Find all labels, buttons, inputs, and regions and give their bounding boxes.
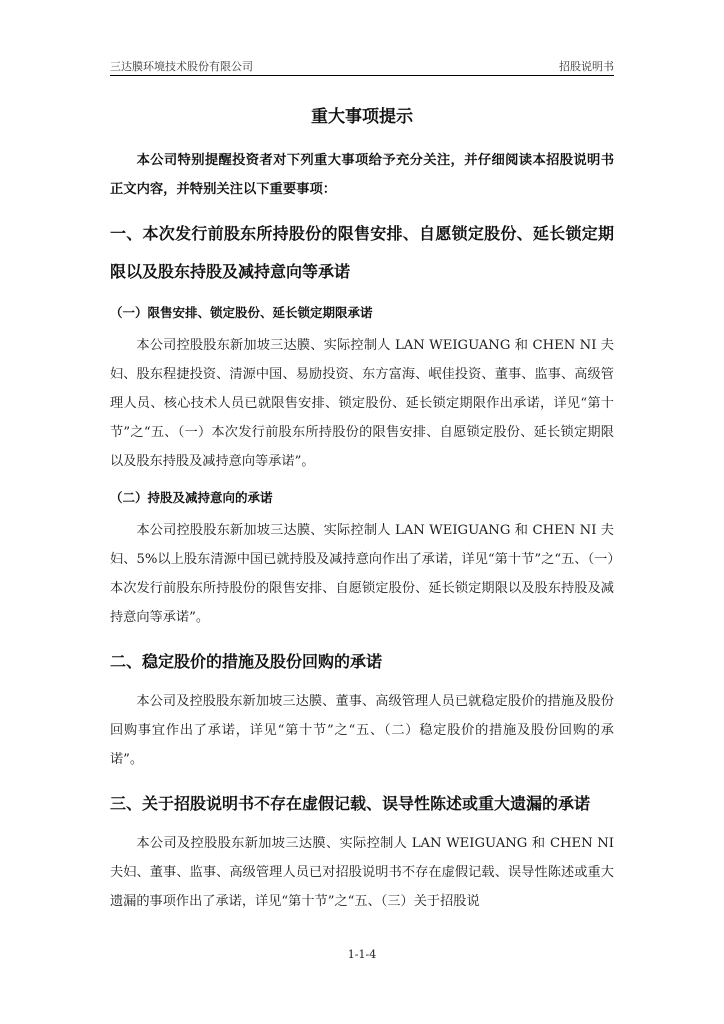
section-1-2-paragraph: 本公司控股股东新加坡三达膜、实际控制人 LAN WEIGUANG 和 CHEN NI 夫妇、5%以上股东清源中国已就持股及减持意向作出了承诺，详见“第十节”之“五、（一）本次发行前股东所持股份的限售安排、自愿锁定股份、延长锁定期限以及股东持股及减持意向等承诺”。 xyxy=(110,523,614,625)
section-3-paragraph: 本公司及控股股东新加坡三达膜、实际控制人 LAN WEIGUANG 和 CHEN NI 夫妇、董事、监事、高级管理人员已对招股说明书不存在虚假记载、误导性陈述或重大遗漏的事项作出了承诺，详见“第十节”之“五、（三）关于招股说 xyxy=(110,836,614,909)
page-header xyxy=(110,57,614,76)
page-number: 1-1-4 xyxy=(347,948,377,961)
section-2-heading: 二、稳定股价的措施及股份回购的承诺 xyxy=(110,652,383,671)
section-1-heading: 一、本次发行前股东所持股份的限售安排、自愿锁定股份、延长锁定期限以及股东持股及减持意向等承诺 xyxy=(110,224,614,281)
page-title: 重大事项提示 xyxy=(311,107,413,127)
section-1-2-heading: （二）持股及减持意向的承诺 xyxy=(110,490,273,505)
section-2-paragraph: 本公司及控股股东新加坡三达膜、董事、高级管理人员已就稳定股价的措施及股份回购事宜作出了承诺，详见“第十节”之“五、（二）稳定股价的措施及股份回购的承诺”。 xyxy=(110,694,614,767)
section-3-heading: 三、关于招股说明书不存在虚假记载、误导性陈述或重大遗漏的承诺 xyxy=(110,794,591,813)
header-company-name: 三达膜环境技术股份有限公司 xyxy=(110,60,253,73)
header-document-type: 招股说明书 xyxy=(559,60,614,73)
intro-paragraph: 本公司特别提醒投资者对下列重大事项给予充分关注，并仔细阅读本招股说明书正文内容，并特别关注以下重要事项： xyxy=(110,153,614,197)
section-1-1-heading: （一）限售安排、锁定股份、延长锁定期限承诺 xyxy=(110,305,373,320)
section-1-1-paragraph: 本公司控股股东新加坡三达膜、实际控制人 LAN WEIGUANG 和 CHEN NI 夫妇、股东程捷投资、清源中国、易励投资、东方富海、岷佳投资、董事、监事、高级管理人员、核心技术人员已就限售安排、锁定股份、延长锁定期限作出承诺，详见“第十节”之“五、（一）本次发行前股东所持股份的限售安排、自愿锁定股份、延长锁定期限以及股东持股及减持意向等承诺”。 xyxy=(110,338,614,469)
document-body xyxy=(110,104,614,916)
